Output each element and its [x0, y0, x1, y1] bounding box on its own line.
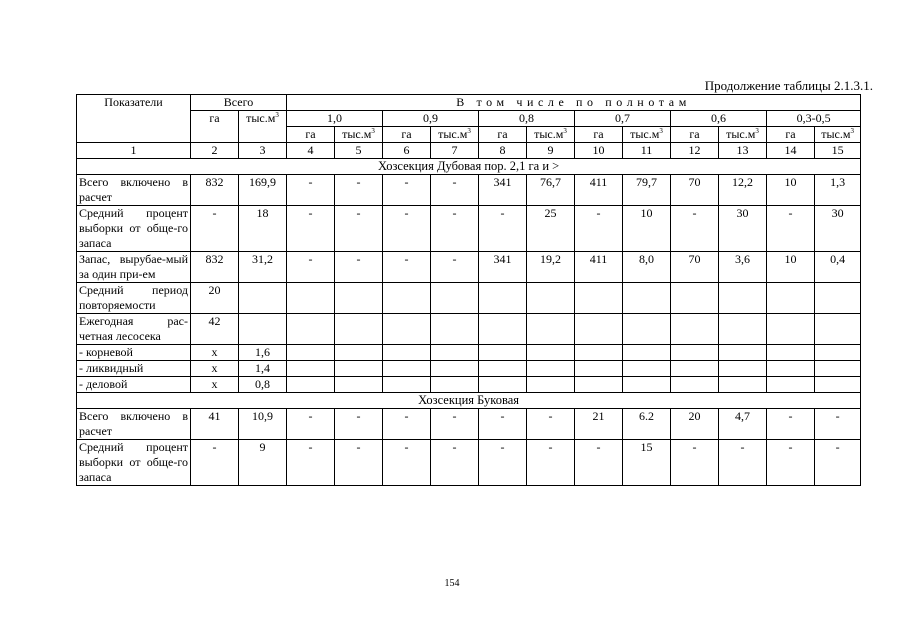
table-cell — [719, 283, 767, 314]
table-cell — [575, 283, 623, 314]
header-sub-ha: га — [575, 127, 623, 143]
table-cell: - — [479, 440, 527, 486]
table-row — [77, 206, 861, 252]
table-cell: - — [287, 252, 335, 283]
table-cell — [431, 361, 479, 377]
table-cell — [527, 377, 575, 393]
row-label: Всего включено в расчет — [77, 409, 191, 440]
table-cell: х — [191, 361, 239, 377]
row-label: - ликвидный — [77, 361, 191, 377]
table-cell — [527, 361, 575, 377]
table-cell: 341 — [479, 175, 527, 206]
header-density-5: 0,6 — [671, 111, 767, 127]
header-density-4: 0,7 — [575, 111, 671, 127]
table-cell: 19,2 — [527, 252, 575, 283]
table-cell: 10,9 — [239, 409, 287, 440]
table-cell — [335, 314, 383, 345]
table-cell — [383, 314, 431, 345]
table-cell: - — [287, 409, 335, 440]
column-number: 8 — [479, 143, 527, 159]
page-number: 154 — [444, 578, 460, 589]
table-cell — [431, 345, 479, 361]
row-label: Всего включено в расчет — [77, 175, 191, 206]
table-cell — [527, 283, 575, 314]
table-cell: - — [287, 440, 335, 486]
table-cell: 18 — [239, 206, 287, 252]
table-cell: - — [431, 409, 479, 440]
table-cell — [383, 345, 431, 361]
header-sub-ha: га — [671, 127, 719, 143]
table-row — [77, 252, 861, 283]
header-sub-ha: га — [383, 127, 431, 143]
table-cell — [767, 345, 815, 361]
table-cell — [815, 314, 861, 345]
table-cell: - — [815, 440, 861, 486]
table-cell — [479, 361, 527, 377]
header-sub-ha: га — [767, 127, 815, 143]
table-cell: - — [431, 175, 479, 206]
table-cell — [335, 345, 383, 361]
table-cell: - — [671, 206, 719, 252]
table-cell — [671, 314, 719, 345]
column-number: 1 — [77, 143, 191, 159]
table-cell: - — [191, 440, 239, 486]
header-sub-ha: га — [287, 127, 335, 143]
table-cell — [815, 377, 861, 393]
table-cell — [623, 345, 671, 361]
table-cell — [383, 283, 431, 314]
row-label: Ежегодная рас-четная лесосека — [77, 314, 191, 345]
table-cell — [527, 314, 575, 345]
table-cell: 411 — [575, 252, 623, 283]
header-sub-volume: $тыс.м^3$ — [815, 127, 861, 143]
table-cell — [719, 345, 767, 361]
column-number: 12 — [671, 143, 719, 159]
row-label: - деловой — [77, 377, 191, 393]
table-cell — [575, 345, 623, 361]
table-cell: - — [383, 252, 431, 283]
table-cell — [287, 361, 335, 377]
table-cell — [623, 283, 671, 314]
table-cell — [575, 377, 623, 393]
table-cell: - — [527, 440, 575, 486]
table-cell: 12,2 — [719, 175, 767, 206]
column-number: 15 — [815, 143, 861, 159]
table-cell: - — [671, 440, 719, 486]
table-cell: 10 — [767, 175, 815, 206]
table-cell — [575, 361, 623, 377]
table-cell — [767, 361, 815, 377]
table-row — [77, 175, 861, 206]
table-cell — [287, 345, 335, 361]
table-cell: 42 — [191, 314, 239, 345]
table-cell — [335, 377, 383, 393]
table-cell — [623, 314, 671, 345]
table-cell — [479, 314, 527, 345]
table-cell: х — [191, 345, 239, 361]
section-title: Хозсекция Буковая — [77, 393, 861, 409]
table-cell: - — [335, 252, 383, 283]
column-number: 10 — [575, 143, 623, 159]
header-sub-volume: $тыс.м^3$ — [335, 127, 383, 143]
table-cell — [335, 361, 383, 377]
column-number: 11 — [623, 143, 671, 159]
column-number: 14 — [767, 143, 815, 159]
section-row — [77, 393, 861, 409]
table-cell: - — [191, 206, 239, 252]
header-indicators: Показатели — [77, 95, 191, 143]
table-cell: - — [335, 175, 383, 206]
table-cell — [767, 283, 815, 314]
row-label: Средний процент выборки от обще-го запаса — [77, 206, 191, 252]
table-row — [77, 377, 861, 393]
table-cell: - — [431, 252, 479, 283]
table-cell: 3,6 — [719, 252, 767, 283]
table-cell: - — [383, 206, 431, 252]
table-cell — [431, 283, 479, 314]
table-cell — [287, 314, 335, 345]
column-number: 9 — [527, 143, 575, 159]
table-cell: 832 — [191, 175, 239, 206]
data-table — [76, 94, 861, 486]
table-cell: - — [287, 175, 335, 206]
table-cell: 70 — [671, 175, 719, 206]
table-cell: 30 — [719, 206, 767, 252]
table-cell — [623, 361, 671, 377]
section-row — [77, 159, 861, 175]
table-cell: - — [335, 440, 383, 486]
table-row — [77, 283, 861, 314]
table-cell: - — [527, 409, 575, 440]
header-sub-volume: $тыс.м^3$ — [431, 127, 479, 143]
table-cell: - — [767, 440, 815, 486]
table-row — [77, 440, 861, 486]
table-cell: - — [383, 409, 431, 440]
table-cell: 41 — [191, 409, 239, 440]
table-cell — [383, 377, 431, 393]
header-density-2: 0,9 — [383, 111, 479, 127]
header-sub-volume: $тыс.м^3$ — [527, 127, 575, 143]
table-cell: 31,2 — [239, 252, 287, 283]
table-cell: 20 — [191, 283, 239, 314]
section-title: Хозсекция Дубовая пор. 2,1 га и > — [77, 159, 861, 175]
row-label: Средний период повторяемости — [77, 283, 191, 314]
table-row — [77, 314, 861, 345]
table-cell: - — [479, 409, 527, 440]
column-number: 6 — [383, 143, 431, 159]
table-cell — [431, 314, 479, 345]
table-cell — [719, 361, 767, 377]
table-cell — [671, 283, 719, 314]
table-cell: - — [383, 440, 431, 486]
table-cell: 76,7 — [527, 175, 575, 206]
column-number: 5 — [335, 143, 383, 159]
table-cell — [479, 283, 527, 314]
table-cell: - — [431, 440, 479, 486]
table-cell: 832 — [191, 252, 239, 283]
header-sub-ha: га — [479, 127, 527, 143]
header-density-1: 1,0 — [287, 111, 383, 127]
table-cell — [815, 345, 861, 361]
table-cell: - — [383, 175, 431, 206]
table-cell: - — [575, 206, 623, 252]
table-cell — [287, 283, 335, 314]
table-cell: 0,4 — [815, 252, 861, 283]
table-cell: - — [815, 409, 861, 440]
table-cell — [815, 361, 861, 377]
table-cell — [575, 314, 623, 345]
table-cell — [719, 314, 767, 345]
table-cell: 70 — [671, 252, 719, 283]
table-cell: - — [767, 206, 815, 252]
table-cell: - — [335, 206, 383, 252]
column-number: 7 — [431, 143, 479, 159]
table-cell: 9 — [239, 440, 287, 486]
table-cell — [671, 345, 719, 361]
table-cell: 4,7 — [719, 409, 767, 440]
table-caption: Продолжение таблицы 2.1.3.1. — [704, 78, 873, 93]
column-number: 3 — [239, 143, 287, 159]
table-cell: - — [287, 206, 335, 252]
table-cell: 30 — [815, 206, 861, 252]
table-cell: 20 — [671, 409, 719, 440]
table-cell: 1,3 — [815, 175, 861, 206]
table-cell: 21 — [575, 409, 623, 440]
table-row — [77, 361, 861, 377]
table-cell: 25 — [527, 206, 575, 252]
table-cell: 10 — [767, 252, 815, 283]
table-cell — [335, 283, 383, 314]
column-number: 13 — [719, 143, 767, 159]
table-cell — [671, 377, 719, 393]
table-cell — [767, 314, 815, 345]
table-cell — [239, 314, 287, 345]
table-cell: - — [767, 409, 815, 440]
table-cell — [287, 377, 335, 393]
table-cell — [815, 283, 861, 314]
table-cell — [719, 377, 767, 393]
table-cell — [671, 361, 719, 377]
table-cell: 79,7 — [623, 175, 671, 206]
table-cell — [623, 377, 671, 393]
header-total-ha: га — [191, 111, 239, 143]
table-cell — [431, 377, 479, 393]
table-cell: 1,4 — [239, 361, 287, 377]
table-cell — [239, 283, 287, 314]
table-cell — [479, 345, 527, 361]
header-sub-volume: $тыс.м^3$ — [719, 127, 767, 143]
table-cell: - — [335, 409, 383, 440]
header-total: Всего — [191, 95, 287, 111]
header-sub-volume: $тыс.м^3$ — [623, 127, 671, 143]
table-cell: - — [719, 440, 767, 486]
table-cell: 1,6 — [239, 345, 287, 361]
header-density-3: 0,8 — [479, 111, 575, 127]
table-cell: 10 — [623, 206, 671, 252]
table-cell — [383, 361, 431, 377]
table-cell: х — [191, 377, 239, 393]
table-cell — [767, 377, 815, 393]
table-cell: 8,0 — [623, 252, 671, 283]
header-density-6: 0,3-0,5 — [767, 111, 861, 127]
table-cell — [479, 377, 527, 393]
header-by-density: В том числе по полнотам — [287, 95, 861, 111]
table-cell — [527, 345, 575, 361]
table-cell: - — [575, 440, 623, 486]
table-cell: 411 — [575, 175, 623, 206]
column-number: 4 — [287, 143, 335, 159]
table-cell: - — [431, 206, 479, 252]
table-cell: 341 — [479, 252, 527, 283]
table-row — [77, 409, 861, 440]
table-row — [77, 345, 861, 361]
table-cell: 0,8 — [239, 377, 287, 393]
table-cell: 169,9 — [239, 175, 287, 206]
column-number: 2 — [191, 143, 239, 159]
header-total-volume: $тыс.м^3$ — [239, 111, 287, 143]
table-cell: 6.2 — [623, 409, 671, 440]
row-label: Запас, вырубае-мый за один при-ем — [77, 252, 191, 283]
table-cell: - — [479, 206, 527, 252]
row-label: - корневой — [77, 345, 191, 361]
row-label: Средний процент выборки от обще-го запаса — [77, 440, 191, 486]
table-cell: 15 — [623, 440, 671, 486]
